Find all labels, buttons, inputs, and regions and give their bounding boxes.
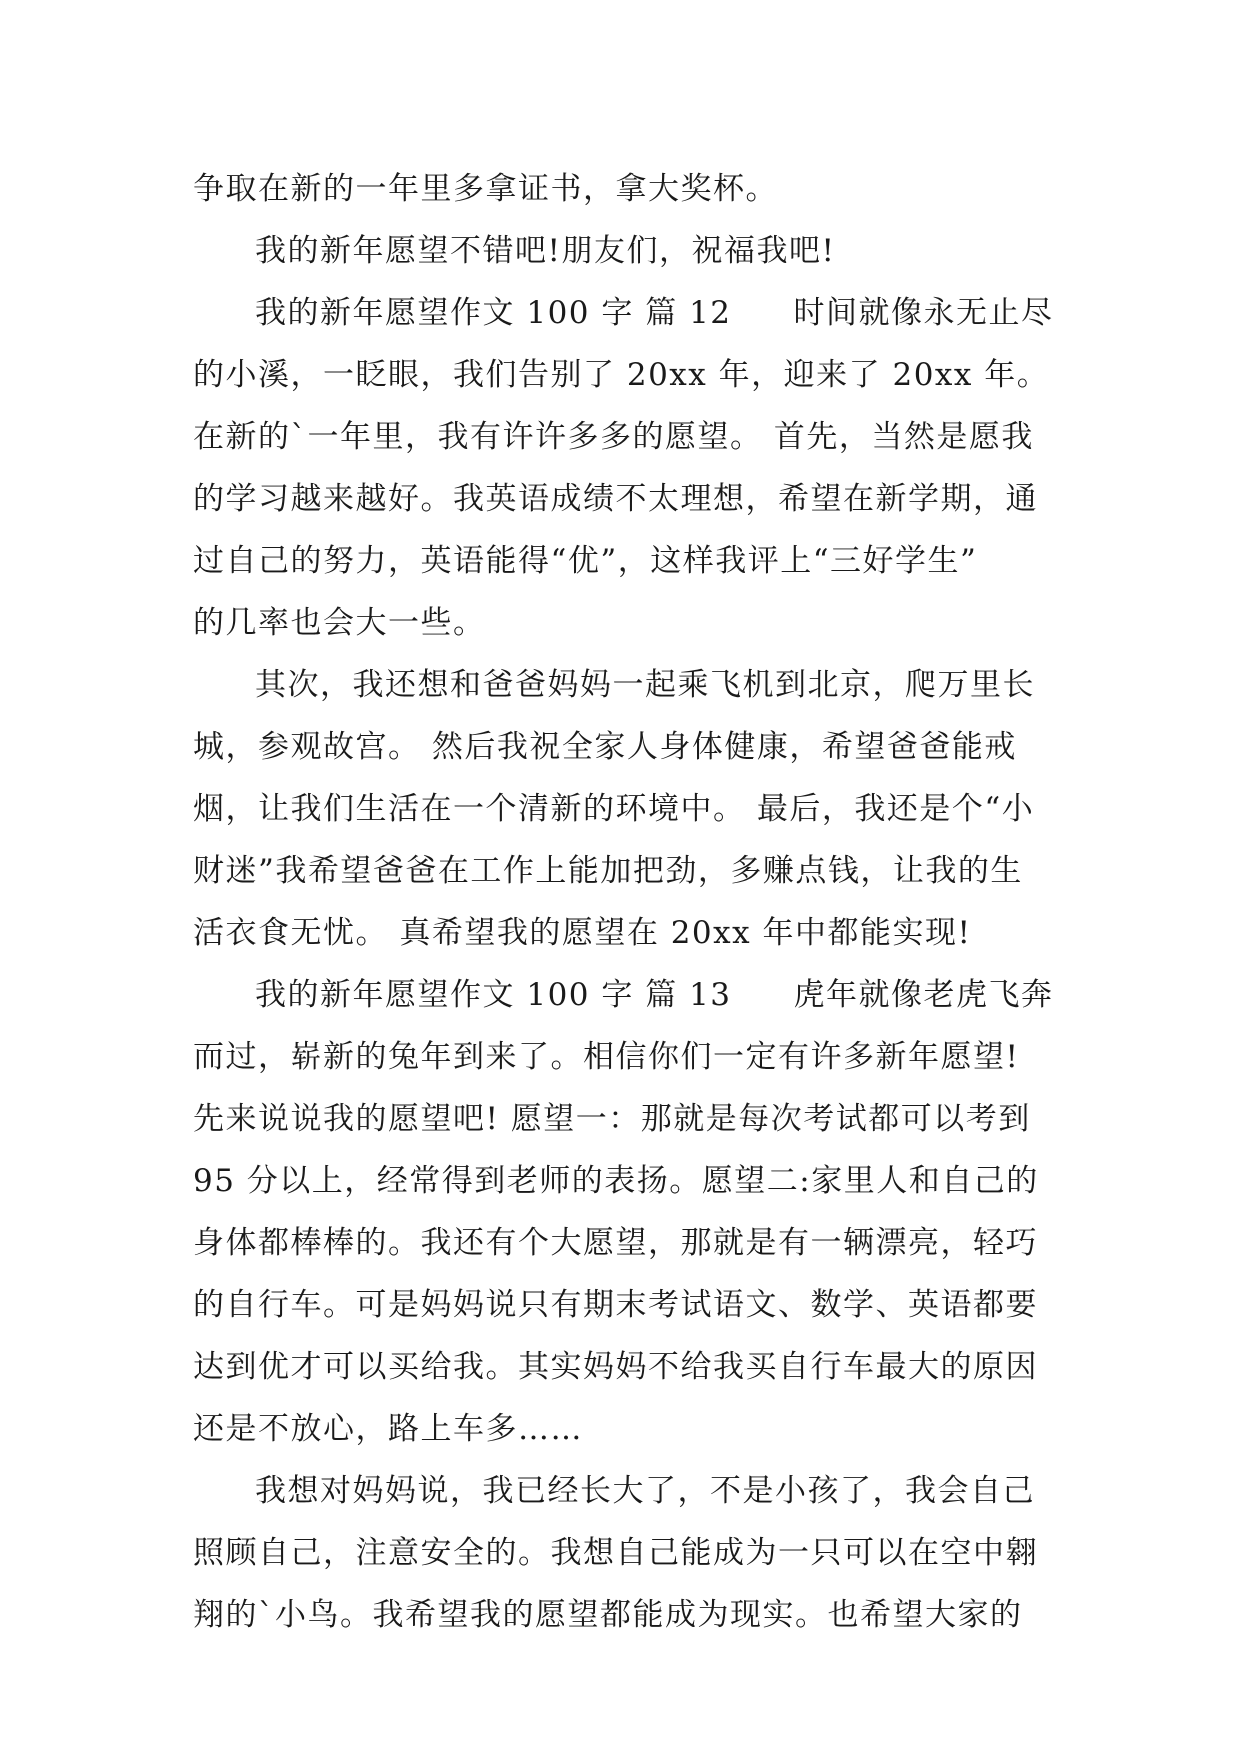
text-line: 先来说说我的愿望吧! 愿望一：那就是每次考试都可以考到 xyxy=(193,1101,1031,1137)
text-line: 达到优才可以买给我。其实妈妈不给我买自行车最大的原因 xyxy=(193,1349,1038,1385)
section-heading: 我的新年愿望作文 100 字 篇 12 xyxy=(255,295,732,331)
text-line: 烟，让我们生活在一个清新的环境中。 最后，我还是个“小 xyxy=(193,791,1035,827)
text-line: 虎年就像老虎飞奔 xyxy=(793,977,1054,1013)
text-line: 而过，崭新的兔年到来了。相信你们一定有许多新年愿望! xyxy=(193,1039,1020,1075)
text-line: 翔的`小鸟。我希望我的愿望都能成为现实。也希望大家的 xyxy=(193,1597,1023,1633)
text-line: 的小溪，一眨眼，我们告别了 20xx 年，迎来了 20xx 年。 xyxy=(193,357,1050,393)
text-line: 还是不放心，路上车多…… xyxy=(193,1411,583,1447)
text-line: 其次，我还想和爸爸妈妈一起乘飞机到北京，爬万里长 xyxy=(255,667,1035,703)
section-heading-line xyxy=(193,964,1053,1026)
text-line: 我的新年愿望不错吧!朋友们，祝福我吧! xyxy=(255,233,836,269)
section-heading: 我的新年愿望作文 100 字 篇 13 xyxy=(255,977,732,1013)
essay-body xyxy=(193,158,1053,1646)
text-line: 的自行车。可是妈妈说只有期末考试语文、数学、英语都要 xyxy=(193,1287,1038,1323)
text-line: 城，参观故宫。 然后我祝全家人身体健康，希望爸爸能戒 xyxy=(193,729,1017,765)
text-line: 争取在新的一年里多拿证书，拿大奖杯。 xyxy=(193,171,778,207)
text-line: 照顾自己，注意安全的。我想自己能成为一只可以在空中翱 xyxy=(193,1535,1038,1571)
text-line: 过自己的努力，英语能得“优”，这样我评上“三好学生” xyxy=(193,543,978,579)
text-line: 时间就像永无止尽 xyxy=(793,295,1054,331)
text-line: 身体都棒棒的。我还有个大愿望，那就是有一辆漂亮，轻巧 xyxy=(193,1225,1038,1261)
section-heading-line xyxy=(193,282,1053,344)
text-line: 的学习越来越好。我英语成绩不太理想，希望在新学期，通 xyxy=(193,481,1038,517)
text-line: 在新的`一年里，我有许许多多的愿望。 首先，当然是愿我 xyxy=(193,419,1034,455)
text-line: 的几率也会大一些。 xyxy=(193,605,486,641)
text-line: 我想对妈妈说，我已经长大了，不是小孩了，我会自己 xyxy=(255,1473,1035,1509)
text-line: 95 分以上，经常得到老师的表扬。愿望二:家里人和自己的 xyxy=(193,1163,1039,1199)
text-line: 活衣食无忧。 真希望我的愿望在 20xx 年中都能实现! xyxy=(193,915,972,951)
text-line: 财迷”我希望爸爸在工作上能加把劲，多赚点钱，让我的生 xyxy=(193,853,1023,889)
